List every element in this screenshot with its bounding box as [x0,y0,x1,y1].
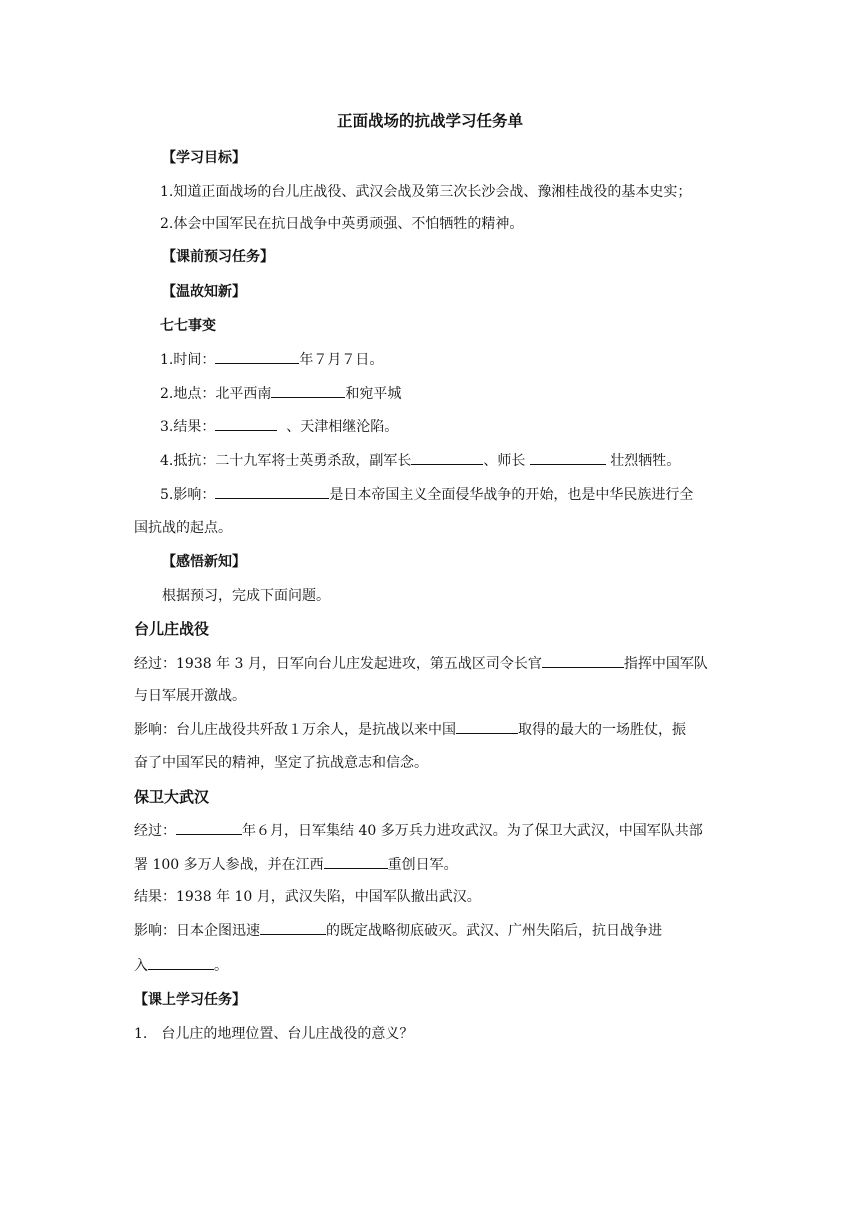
fill-blank-jiangxi-place[interactable] [324,854,388,869]
july7-time [160,349,383,370]
july7-result-suffix: 、天津相继沦陷。 [286,419,399,435]
wuhan-course-line2-suffix: 重创日军。 [387,857,458,873]
taierzhuang-impact-suffix: 取得的最大的一场胜仗，振 [518,722,686,738]
wuhan-course [134,820,703,841]
fill-blank-time[interactable] [215,349,299,364]
fill-blank-strategy[interactable] [260,920,326,935]
wuhan-impact-line2-suffix: 。 [214,958,228,974]
july7-time-prefix: 1.时间： [160,352,216,368]
july7-place [160,383,401,404]
fill-blank-result[interactable] [215,416,277,431]
july7-heading: 七七事变 [160,318,216,334]
question-1: 1. 台儿庄的地理位置、台儿庄战役的意义？ [134,1026,414,1042]
july7-impact-prefix: 5.影响： [160,487,216,503]
taierzhuang-course-line2: 与日军展开激战。 [134,688,246,704]
wuhan-result: 结果：1938 年 10 月，武汉失陷，中国军队撤出武汉。 [134,889,481,905]
wuhan-impact [134,920,662,941]
taierzhuang-impact [134,719,686,740]
fill-blank-division-commander[interactable] [530,450,606,465]
july7-impact [160,484,693,505]
fill-blank-deputy-commander[interactable] [411,450,483,465]
taierzhuang-course [134,653,708,674]
goal-item-2: 2.体会中国军民在抗日战争中英勇顽强、不怕牺牲的精神。 [160,216,524,232]
taierzhuang-course-prefix: 经过：1938 年 3 月，日军向台儿庄发起进攻，第五战区司令长官 [134,656,542,672]
instruction-text: 根据预习，完成下面问题。 [162,588,330,604]
wuhan-course-suffix: 年６月，日军集结 40 多万兵力进攻武汉。为了保卫大武汉，中国军队共部 [242,823,703,839]
wuhan-course-prefix: 经过： [134,823,176,839]
july7-resist [160,450,680,471]
july7-result [160,416,398,437]
review-heading: 【温故知新】 [162,284,246,300]
wuhan-impact-suffix: 的既定战略彻底破灭。武汉、广州失陷后，抗日战争进 [326,923,662,939]
goals-heading: 【学习目标】 [162,150,246,166]
preview-heading: 【课前预习任务】 [162,249,274,265]
wuhan-impact-line2-prefix: 入 [134,958,148,974]
fill-blank-year[interactable] [176,820,242,835]
july7-place-suffix: 和宛平城 [345,386,402,402]
fill-blank-impact[interactable] [215,484,329,499]
page-title: 正面战场的抗战学习任务单 [336,111,523,130]
wuhan-heading: 保卫大武汉 [134,788,210,806]
july7-place-prefix: 2.地点：北平西南 [160,386,272,402]
fill-blank-stage[interactable] [148,955,214,970]
taierzhuang-heading: 台儿庄战役 [134,620,210,638]
fill-blank-place[interactable] [271,383,345,398]
new-knowledge-heading: 【感悟新知】 [162,554,246,570]
july7-result-prefix: 3.结果： [160,419,216,435]
july7-impact-suffix: 是日本帝国主义全面侵华战争的开始，也是中华民族进行全 [329,487,694,503]
july7-resist-suffix: 壮烈牺牲。 [610,453,681,469]
taierzhuang-course-suffix: 指挥中国军队 [623,656,708,672]
july7-time-suffix: 年７月７日。 [299,352,384,368]
fill-blank-commander[interactable] [542,653,624,668]
wuhan-impact-prefix: 影响：日本企图迅速 [134,923,260,939]
wuhan-course-line2 [134,854,458,875]
taierzhuang-impact-prefix: 影响：台儿庄战役共歼敌１万余人，是抗战以来中国 [134,722,456,738]
july7-impact-line2: 国抗战的起点。 [134,520,232,536]
goal-item-1: 1.知道正面战场的台儿庄战役、武汉会战及第三次长沙会战、豫湘桂战役的基本史实； [160,184,692,200]
taierzhuang-impact-line2: 奋了中国军民的精神，坚定了抗战意志和信念。 [134,755,428,771]
class-task-heading: 【课上学习任务】 [134,992,246,1008]
july7-resist-prefix: 4.抵抗：二十九军将士英勇杀敌，副军长 [160,453,412,469]
july7-resist-mid: 、师长 [483,453,526,469]
wuhan-course-line2-prefix: 署 100 多万人参战，并在江西 [134,857,324,873]
fill-blank-battlefield[interactable] [456,719,518,734]
wuhan-impact-line2 [134,955,228,976]
